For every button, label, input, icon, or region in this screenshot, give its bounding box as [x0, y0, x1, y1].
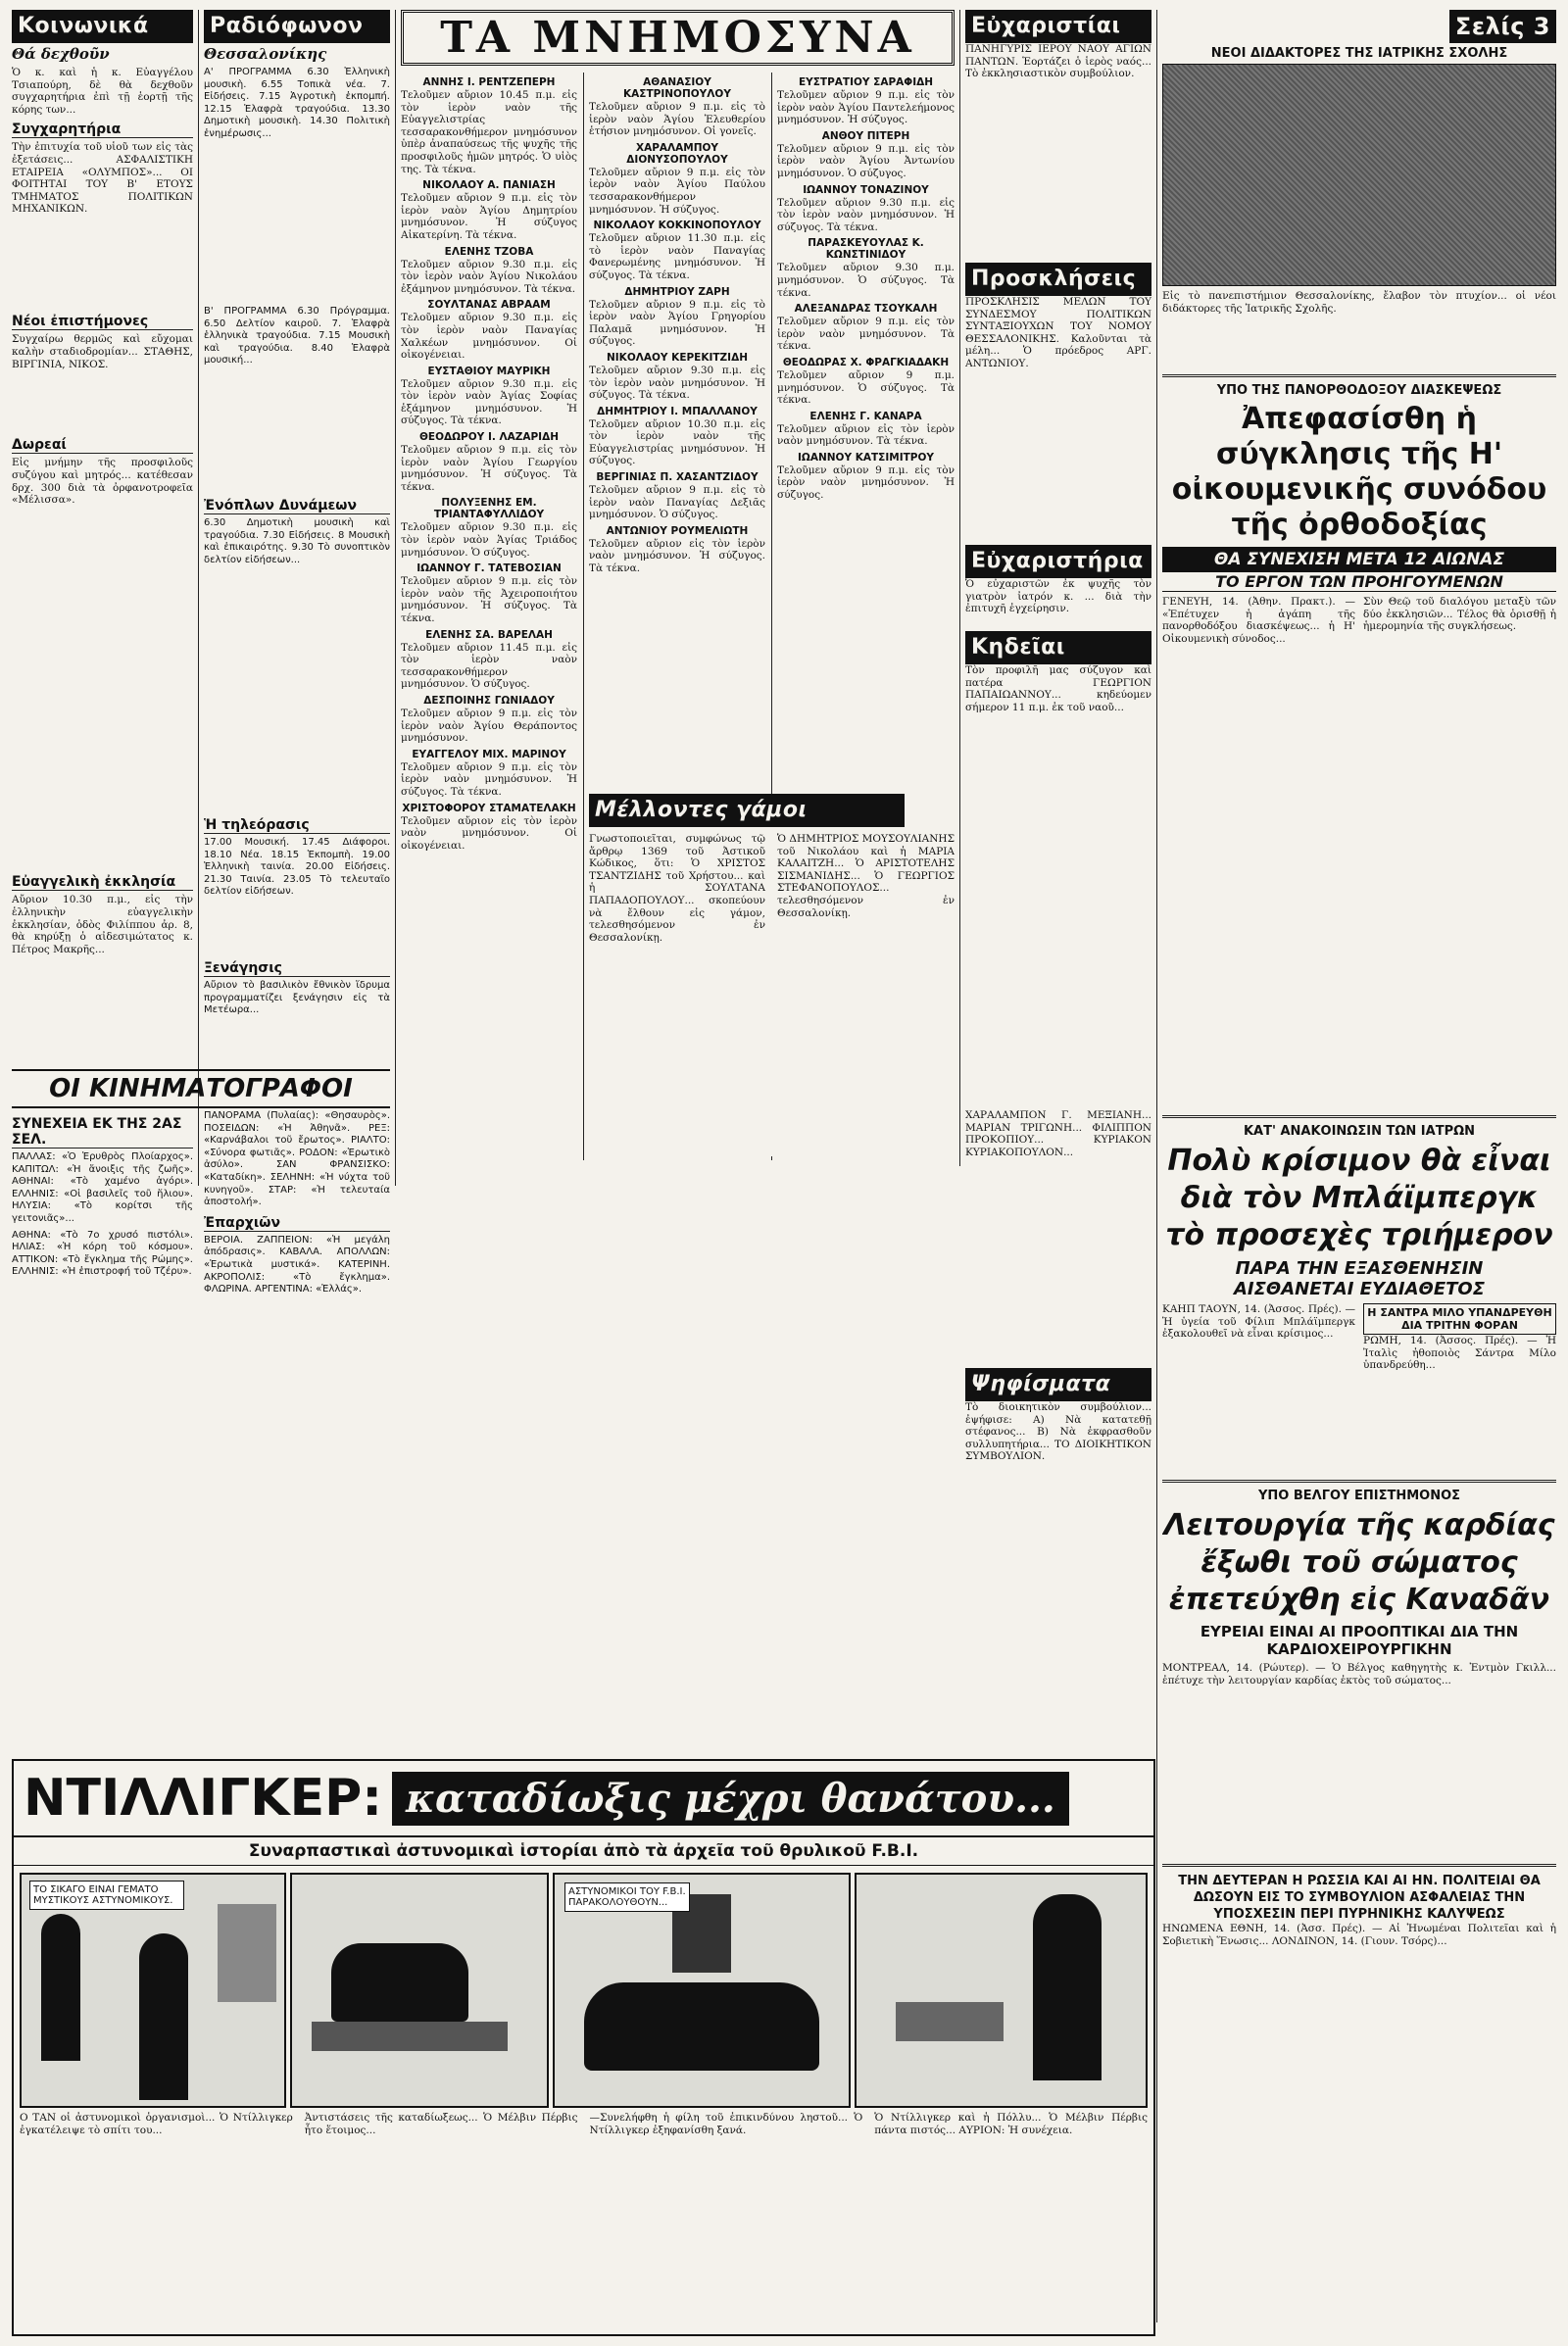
memorial-text: Τελοῦμεν αὔριον 9 π.μ. εἰς τὸν ἱερὸν ναὸν Ἁγίου Παύλου τεσσαρακονθήμερον μνημόσυνον. Ἡ σύζυγος. — [589, 166, 765, 216]
heart-text: ΜΟΝΤΡΕΑΛ, 14. (Ρώυτερ). — Ὁ Βέλγος καθηγητὴς κ. Ἐντμὸν Γκιλλ... ἐπέτυχε τὴν λειτουργίαν καρδίας ἐκτὸς τοῦ σώματος... — [1162, 1662, 1556, 1686]
memorial-text: Τελοῦμεν αὔριον 9 π.μ. εἰς τὸν ἱερὸν ναὸν Ἁγίου Ἀντωνίου μνημόσυνον. Ὁ σύζυγος. — [777, 142, 955, 179]
memorial-text: Τελοῦμεν αὔριον 9.30 π.μ. εἰς τὸν ἱερὸν ναὸν μνημόσυνον. Ἡ σύζυγος. Τὰ τέκνα. — [777, 196, 955, 233]
synod-text-2: Σὺν Θεῷ τοῦ διαλόγου μεταξὺ τῶν δύο ἐκκλησιῶν... Τέλος θὰ ὁρισθῇ ἡ ἡμερομηνία τῆς συγκλήσεως. — [1363, 596, 1556, 633]
invitations-heading: Προσκλήσεις — [965, 263, 1152, 296]
comic-title-2: καταδίωξις μέχρι θανάτου... — [392, 1772, 1069, 1826]
memorial-text: Τελοῦμεν αὔριον 9 π.μ. εἰς τὸν ἱερὸν ναὸν τῆς Ἀχειροποιήτου μνημόσυνον. Ἡ σύζυγος. Τὰ τέκνα. — [401, 575, 577, 624]
synod-subheadline-2: ΤΟ ΕΡΓΟΝ ΤΩΝ ΠΡΟΗΓΟΥΜΕΝΩΝ — [1162, 572, 1556, 592]
memorial-text: Τελοῦμεν αὔριον εἰς τὸν ἱερὸν ναὸν μνημόσυνον. Οἱ οἰκογένειαι. — [401, 814, 577, 852]
society-subheading: Θά δεχθοῦν — [12, 45, 110, 63]
radio-program-b: Β' ΠΡΟΓΡΑΜΜΑ 6.30 Πρόγραμμα. 6.50 Δελτίον καιροῦ. 7. Ἐλαφρὰ ἑλληνικὰ τραγούδια. 7.15 Μουσικὴ καὶ τραγούδια. 8.40 Ἐλαφρὰ μουσική... — [204, 306, 390, 367]
cinema-provinces-heading: Ἐπαρχιῶν — [204, 1215, 390, 1232]
memorial-name: ΑΝΘΟΥ ΠΙΤΕΡΗ — [821, 129, 910, 142]
memorial-name: ΝΙΚΟΛΑΟΥ ΚΟΚΚΙΝΟΠΟΥΛΟΥ — [593, 220, 761, 232]
thanks-heading: Εὐχαριστίαι — [965, 10, 1152, 43]
cinema-listings-2: ΠΑΝΟΡΑΜΑ (Πυλαίας): «Θησαυρὸς». ΠΟΣΕΙΔΩΝ: «Ἡ Ἀθηνᾶ». ΡΕΞ: «Καρνάβαλοι τοῦ ἔρωτος». ΡΙΑΛΤΟ: «Σύνορα φωτιᾶς». ΡΟΔΟΝ: «Ἐρωτικὸ ἀσύλο». ΣΑΝ ΦΡΑΝΣΙΣΚΟ: «Καταδίκη». ΣΕΛΗΝΗ: «Ἡ νύχτα τοῦ κυνηγοῦ». ΣΤΑΡ: «Ἡ τελευταία ἀποστολή». — [204, 1110, 390, 1208]
memorial-name: ΕΥΣΤΑΘΙΟΥ ΜΑΥΡΙΚΗ — [427, 365, 551, 377]
tv-text: 17.00 Μουσική. 17.45 Διάφοροι. 18.10 Νέα. 18.15 Ἐκπομπὴ. 19.00 Ἑλληνικὴ ταινία. 20.00 Εἰδήσεις. 21.30 Ταινία. 23.05 Τὸ τελευταῖο δελτίον εἰδήσεων. — [204, 837, 390, 898]
armed-forces-text: 6.30 Δημοτικὴ μουσικὴ καὶ τραγούδια. 7.30 Εἰδήσεις. 8 Μουσικὴ καὶ ἐπικαιρότης. 9.30 Τὸ συνοπτικὸν δελτίον εἰδήσεων... — [204, 517, 390, 565]
memorial-text: Τελοῦμεν αὔριον 9 π.μ. εἰς τὸ ἱερὸν ναὸν Ἁγίου Ἐλευθερίου ἑτήσιον μνημόσυνον. Οἱ γονεῖς. — [589, 101, 765, 138]
comic-callout-1: ΤΟ ΣΙΚΑΓΟ ΕΙΝΑΙ ΓΕΜΑΤΟ ΜΥΣΤΙΚΟΥΣ ΑΣΤΥΝΟΜΙΚΟΥΣ. — [29, 1881, 184, 1910]
memorial-name: ΕΛΕΝΗΣ ΤΖΟΒΑ — [444, 245, 534, 258]
memorial-text: Τελοῦμεν αὔριον 9 π.μ. μνημόσυνον. Ὁ σύζυγος. Τὰ τέκνα. — [777, 368, 955, 407]
cinema-listings-3: ΑΘΗΝΑ: «Τὸ 7ο χρυσό πιστόλι». ΗΛΙΑΣ: «Ἡ κόρη τοῦ κόσμου». ΑΤΤΙΚΟΝ: «Τὸ ἔγκλημα τῆς Ρώμης». ΕΛΛΗΝΙΣ: «Ἡ ἐπιστροφή τοῦ Τζέρυ». — [12, 1229, 193, 1278]
memorial-text: Τελοῦμεν αὔριον 9.30 π.μ. εἰς τὸν ἱερὸν ναὸν Ἁγίας Τριάδος μνημόσυνον. Ὁ σύζυγος. — [401, 521, 577, 559]
memorial-text: Τελοῦμεν αὔριον 10.30 π.μ. εἰς τὸν ἱερὸν ναὸν τῆς Εὐαγγελιστρίας μνημόσυνον. Ἡ σύζυγος. — [589, 417, 765, 467]
memorial-name: ΑΛΕΞΑΝΔΡΑΣ ΤΣΟΥΚΑΛΗ — [794, 303, 938, 316]
blaiberg-headline: Πολὺ κρίσιμον θὰ εἶναι διὰ τὸν Μπλάϊμπεργκ τὸ προσεχὲς τριήμερον — [1165, 1144, 1553, 1252]
gratitude-text: Ὁ εὐχαριστῶν ἐκ ψυχῆς τὸν γιατρὸν ἰατρόν κ. ... διὰ τὴν ἐπιτυχῆ ἐγχείρησιν. — [965, 578, 1152, 615]
synod-text-1: ΓΕΝΕΥΗ, 14. (Ἀθην. Πρακτ.). — «Ἐπέτυχεν ἡ ἀγάπη τῆς πανορθοδόξου διασκέψεως... ἡ Η' Οἰκουμενικὴ σύνοδος... — [1162, 596, 1355, 645]
cinema-provinces-text: ΒΕΡΟΙΑ. ΖΑΠΠΕΙΟΝ: «Ἡ μεγάλη ἀπόδρασις». ΚΑΒΑΛΑ. ΑΠΟΛΛΩΝ: «Ἐρωτικὰ μυστικά». ΚΑΤΕΡΙΝΗ. ΑΚΡΟΠΟΛΙΣ: «Τὸ ἔγκλημα». ΦΛΩΡΙΝΑ. ΑΡΓΕΝΤΙΝΑ: «Ἑλλάς». — [204, 1234, 390, 1295]
memorial-name: ΘΕΟΔΩΡΑΣ Χ. ΦΡΑΓΚΙΑΔΑΚΗ — [782, 356, 950, 368]
comic-text-4: Ὁ Ντίλλιγκερ καὶ ἡ Πόλλυ... Ὁ Μέλβιν Πέρβις πάντα πιστός... ΑΥΡΙΟΝ: Ἡ συνέχεια. — [874, 2112, 1148, 2136]
medical-graduates-photo — [1162, 64, 1556, 286]
comic-panel-3 — [553, 1873, 851, 2108]
memorials-title: ΤΑ ΜΝΗΜΟΣΥΝΑ — [401, 10, 955, 66]
blaiberg-kicker: ΚΑΤ' ΑΝΑΚΟΙΝΩΣΙΝ ΤΩΝ ΙΑΤΡΩΝ — [1243, 1124, 1476, 1139]
comic-strip — [12, 1759, 1155, 2336]
radio-program-a: Α' ΠΡΟΓΡΑΜΜΑ 6.30 Ἑλληνικὴ μουσικὴ. 6.55 Τοπικὰ νέα. 7. Εἰδήσεις. 7.15 Ἀγροτικὴ ἐκπομπή. 12.15 Ἐλαφρὰ τραγούδια. 13.30 Δημοτικὴ μουσικὴ. 14.30 Πολιτικὴ ἐνημέρωσις... — [204, 67, 390, 139]
comic-subtitle: Συναρπαστικαὶ ἀστυνομικαὶ ἱστορίαι ἀπὸ τὰ ἀρχεῖα τοῦ θρυλικοῦ F.B.I. — [14, 1837, 1153, 1866]
memorial-name: ΣΟΥΛΤΑΝΑΣ ΑΒΡΑΑΜ — [427, 299, 551, 312]
weddings-heading: Μέλλοντες γάμοι — [589, 794, 905, 827]
memorial-name: ΙΩΑΝΝΟΥ Γ. ΤΑΤΕΒΟΣΙΑΝ — [416, 562, 562, 575]
resolutions-text: Τὸ διοικητικὸν συμβούλιον... ἐψήφισε: Α) Νὰ κατατεθῇ στέφανος... Β) Νὰ ἐκφρασθοῦν συλλυπητήρια... ΤΟ ΔΙΟΙΚΗΤΙΚΟΝ ΣΥΜΒΟΥΛΙΟΝ. — [965, 1401, 1152, 1463]
cinema-continued-heading: ΣΥΝΕΧΕΙΑ ΕΚ ΤΗΣ 2ΑΣ ΣΕΛ. — [12, 1116, 193, 1149]
donations-text: Εἰς μνήμην τῆς προσφιλοῦς συζύγου καὶ μητρός... κατέθεσαν δρχ. 300 διὰ τὰ ὀρφανοτροφεῖα «Μέλισσα». — [12, 457, 193, 507]
memorial-name: ΒΕΡΓΙΝΙΑΣ Π. ΧΑΣΑΝΤΖΙΔΟΥ — [596, 471, 759, 484]
memorial-text: Τελοῦμεν αὔριον 9.30 π.μ. εἰς τὸν ἱερὸν ναὸν Ἁγίας Σοφίας ἑξάμηνον μνημόσυνον. Ἡ σύζυγος. Τὰ τέκνα. — [401, 377, 577, 427]
memorial-name: ΑΝΤΩΝΙΟΥ ΡΟΥΜΕΛΙΩΤΗ — [606, 524, 749, 537]
funerals-heading: Κηδεῖαι — [965, 631, 1152, 664]
column-rule — [959, 10, 960, 1166]
left-column — [12, 10, 193, 1186]
heart-headline: Λειτουργία τῆς καρδίας ἔξωθι τοῦ σώματος ἐπετεύχθη εἰς Καναδᾶν — [1163, 1508, 1555, 1617]
memorial-name: ΙΩΑΝΝΟΥ ΚΑΤΣΙΜΙΤΡΟΥ — [798, 451, 934, 464]
heart-subheadline: ΕΥΡΕΙΑΙ ΕΙΝΑΙ ΑΙ ΠΡΟΟΠΤΙΚΑΙ ΔΙΑ ΤΗΝ ΚΑΡΔΙΟΧΕΙΡΟΥΡΓΙΚΗΝ — [1200, 1623, 1519, 1658]
weddings-text-1: Γνωστοποιεῖται, συμφώνως τῷ ἄρθρῳ 1369 τοῦ Ἀστικοῦ Κώδικος, ὅτι: Ὁ ΧΡΙΣΤΟΣ ΤΣΑΝΤΖΙΔΗΣ τοῦ Χρήστου... καὶ ἡ ΣΟΥΛΤΑΝΑ ΠΑΠΑΔΟΠΟΥΛΟΥ... σκοπεύουν νὰ ἔλθουν εἰς γάμον, τελεσθησόμενον ἐν Θεσσαλονίκῃ. — [589, 833, 765, 944]
memorial-name: ΕΛΕΝΗΣ ΣΑ. ΒΑΡΕΛΑΗ — [425, 628, 553, 641]
blaiberg-subheadline-2: ΑΙΣΘΑΝΕΤΑΙ ΕΥΔΙΑΘΕΤΟΣ — [1233, 1279, 1486, 1299]
guided-tour-text: Αὔριον τὸ βασιλικὸν ἔθνικὸν ἵδρυμα προγραμματίζει ξενάγησιν εἰς τὰ Μετέωρα... — [204, 980, 390, 1016]
heart-kicker: ΥΠΟ ΒΕΛΓΟΥ ΕΠΙΣΤΗΜΟΝΟΣ — [1257, 1489, 1461, 1503]
comic-text-3: —Συνελήφθη ἡ φίλη τοῦ ἐπικινδύνου ληστοῦ... Ὁ Ντίλλιγκερ ἐξηφανίσθη ξανά. — [589, 2112, 863, 2136]
memorial-name: ΕΥΑΓΓΕΛΟΥ ΜΙΧ. ΜΑΡΙΝΟΥ — [412, 748, 566, 760]
memorial-text: Τελοῦμεν αὔριον 9.30 π.μ. μνημόσυνον. Ὁ σύζυγος. Τὰ τέκνα. — [777, 262, 955, 299]
memorial-text: Τελοῦμεν αὔριον 11.45 π.μ. εἰς τὸν ἱερὸν ναὸν τεσσαρακονθήμερον μνημόσυνον. Ὁ σύζυγος. — [401, 641, 577, 691]
congrats-heading: Συγχαρητήρια — [12, 122, 193, 138]
russia-headline: ΤΗΝ ΔΕΥΤΕΡΑΝ Η ΡΩΣΣΙΑ ΚΑΙ ΑΙ ΗΝ. ΠΟΛΙΤΕΙΑΙ ΘΑ ΔΩΣΟΥΝ ΕΙΣ ΤΟ ΣΥΜΒΟΥΛΙΟΝ ΑΣΦΑΛΕΙΑΣ ΤΗΝ ΥΠΟΣΧΕΣΙΝ ΠΕΡΙ ΠΥΡΗΝΙΚΗΣ ΚΑΛΥΨΕΩΣ — [1178, 1874, 1541, 1922]
memorial-name: ΕΛΕΝΗΣ Γ. ΚΑΝΑΡΑ — [809, 410, 922, 422]
column-rule — [395, 10, 396, 1186]
milo-text: ΡΩΜΗ, 14. (Ἀσσος. Πρές). — Ἡ Ἰταλὶς ἠθοποιὸς Σάντρα Μίλο ὑπανδρεύθη... — [1363, 1335, 1556, 1372]
church-text: Αὔριον 10.30 π.μ., εἰς τὴν ἑλληνικὴν εὐαγγελικὴν ἐκκλησίαν, ὁδὸς Φιλίππου ἀρ. 8, θὰ κηρύξῃ ὁ αἰδεσιμώτατος κ. Πέτρος Μακρῆς... — [12, 894, 193, 955]
memorial-name: ΔΗΜΗΤΡΙΟΥ Ι. ΜΠΑΛΛΑΝΟΥ — [597, 405, 758, 417]
thanks-text: ΠΑΝΗΓΥΡΙΣ ΙΕΡΟΥ ΝΑΟΥ ΑΓΙΩΝ ΠΑΝΤΩΝ. Ἑορτάζει ὁ ἱερὸς ναός... Τὸ ἐκκλησιαστικὸν συμβούλιον. — [965, 43, 1152, 80]
column-rule — [198, 10, 199, 1186]
society-text: Ὁ κ. καὶ ἡ κ. Εὐαγγέλου Τσιαπούρη, δὲ θὰ δεχθοῦν συγχαρητήρια ἐπὶ τῇ ἑορτῇ τῆς κόρης των... — [12, 67, 193, 116]
cinema-section — [12, 1063, 390, 1700]
memorial-name: ΙΩΑΝΝΟΥ ΤΟΝΑΖΙΝΟΥ — [803, 183, 929, 196]
synod-kicker: ΥΠΟ ΤΗΣ ΠΑΝΟΡΘΟΔΟΞΟΥ ΔΙΑΣΚΕΨΕΩΣ — [1216, 383, 1502, 398]
medical-graduates-heading: ΝΕΟΙ ΔΙΔΑΚΤΟΡΕΣ ΤΗΣ ΙΑΤΡΙΚΗΣ ΣΧΟΛΗΣ — [1210, 46, 1508, 61]
radio-subheading: Θεσσαλονίκης — [204, 45, 327, 63]
memorial-text: Τελοῦμεν αὔριον εἰς τὸν ἱερὸν ναὸν μνημόσυνον. Τὰ τέκνα. — [777, 422, 955, 448]
medical-graduates-caption: Εἰς τὸ πανεπιστήμιον Θεσσαλονίκης, ἔλαβον τὸν πτυχίον... οἱ νέοι διδάκτορες τῆς Ἰατρικῆς Σχολῆς. — [1162, 290, 1556, 315]
comic-callout-2: ΑΣΤΥΝΟΜΙΚΟΙ ΤΟΥ F.B.I. ΠΑΡΑΚΟΛΟΥΘΟΥΝ... — [564, 1882, 690, 1912]
memorial-name: ΕΥΣΤΡΑΤΙΟΥ ΣΑΡΑΦΙΔΗ — [798, 76, 934, 88]
newspaper-page — [12, 10, 1556, 2336]
resolutions-heading: Ψηφίσματα — [965, 1368, 1152, 1401]
memorial-text: Τελοῦμεν αὔριον 9 π.μ. εἰς τὸ ἱερὸν ναὸν Ἁγίου Γρηγορίου Παλαμᾶ μνημόσυνον. Ἡ σύζυγος. — [589, 298, 765, 348]
comic-text-1: Ο ΤΑΝ οἱ ἀστυνομικοὶ ὁργανισμοὶ... Ὁ Ντίλλιγκερ ἐγκατέλειψε τὸ σπίτι του... — [20, 2112, 293, 2136]
milo-headline: Η ΣΑΝΤΡΑ ΜΙΛΟ ΥΠΑΝΔΡΕΥΘΗ ΔΙΑ ΤΡΙΤΗΝ ΦΟΡΑΝ — [1363, 1303, 1556, 1335]
cinema-listings-1: ΠΑΛΛΑΣ: «Ὁ Ἐρυθρὸς Πλοίαρχος». ΚΑΠΙΤΩΛ: «Ἡ ἄνοιξις τῆς ζωῆς». ΑΘΗΝΑΙ: «Τὸ χαμένο ἀγόρι». ΕΛΛΗΝΙΣ: «Οἱ βασιλεῖς τοῦ ἥλιου». ΗΛΥΣΙΑ: «Τὸ κορίτσι τῆς γειτονιᾶς»... — [12, 1151, 193, 1224]
blaiberg-text: ΚΑΗΠ ΤΑΟΥΝ, 14. (Ἀσσος. Πρές). — Ἡ ὑγεία τοῦ Φίλιπ Μπλάϊμπεργκ ἐξακολουθεῖ νὰ εἶναι κρίσιμος... — [1162, 1303, 1355, 1341]
invitations-text: ΠΡΟΣΚΛΗΣΙΣ ΜΕΛΩΝ ΤΟΥ ΣΥΝΔΕΣΜΟΥ ΠΟΛΙΤΙΚΩΝ ΣΥΝΤΑΞΙΟΥΧΩΝ ΤΟΥ ΝΟΜΟΥ ΘΕΣΣΑΛΟΝΙΚΗΣ. Καλοῦνται τὰ μέλη... Ὁ πρόεδρος ΑΡΓ. ΑΝΤΩΝΙΟΥ. — [965, 296, 1152, 369]
memorial-name: ΑΝΝΗΣ Ι. ΡΕΝΤΖΕΠΕΡΗ — [422, 76, 556, 88]
memorials-column-1 — [401, 73, 577, 1166]
memorial-text: Τελοῦμεν αὔριον 9 π.μ. εἰς τὸν ἱερὸν ναὸν Ἁγίου Θεράποντος μνημόσυνον. — [401, 707, 577, 745]
radio-heading: Ραδιόφωνον — [204, 10, 390, 43]
congrats-text: Τὴν ἐπιτυχία τοῦ υἱοῦ των εἰς τὰς ἐξετάσεις... ΑΣΦΑΛΙΣΤΙΚΗ ΕΤΑΙΡΕΙΑ «ΟΛΥΜΠΟΣ»... ΟΙ ΦΟΙΤΗΤΑΙ ΤΟΥ Β' ΕΤΟΥΣ ΤΜΗΜΑΤΟΣ ΠΟΛΙΤΙΚΩΝ ΜΗΧΑΝΙΚΩΝ. — [12, 141, 193, 216]
society-heading: Κοινωνικά — [12, 10, 193, 43]
gratitude-heading: Εὐχαριστήρια — [965, 545, 1152, 578]
memorial-text: Τελοῦμεν αὔριον 9.30 π.μ. εἰς τὸν ἱερὸν ναὸν μνημόσυνον. Ἡ σύζυγος. Τὰ τέκνα. — [589, 364, 765, 402]
radio-column — [204, 10, 390, 1039]
memorial-name: ΧΑΡΑΛΑΜΠΟΥ ΔΙΟΝΥΣΟΠΟΥΛΟΥ — [626, 141, 728, 166]
page-number-label: Σελίς 3 — [1449, 10, 1556, 43]
memorial-text: Τελοῦμεν αὔριον 10.45 π.μ. εἰς τὸν ἱερὸν ναὸν τῆς Εὐαγγελιστρίας τεσσαρακονθήμερον μνημόσυνον ὑπὲρ ἀναπαύσεως τῆς ψυχῆς τῆς προσφιλοῦς ἡμῶν μητρός. Ὁ υἱὸς της. Τὰ τέκνα. — [401, 89, 577, 175]
column-rule — [583, 73, 584, 1160]
scientists-text: Συγχαίρω θερμῶς καὶ εὔχομαι καλὴν σταδιοδρομίαν... ΣΤΑΘΗΣ, ΒΙΡΓΙΝΙΑ, ΝΙΚΟΣ. — [12, 333, 193, 370]
funerals-text-2: ΧΑΡΑΛΑΜΠΟΝ Γ. ΜΕΞΙΑΝΗ... ΜΑΡΙΑΝ ΤΡΙΓΩΝΗ... ΦΙΛΙΠΠΟΝ ΠΡΟΚΟΠΙΟΥ... ΚΥΡΙΑΚΟΝ ΚΥΡΙΑΚΟΠΟΥΛΟΝ... — [965, 1109, 1152, 1158]
weddings-section — [589, 794, 955, 1156]
memorial-name: ΝΙΚΟΛΑΟΥ ΚΕΡΕΚΙΤΖΙΔΗ — [606, 351, 748, 364]
memorial-name: ΑΘΑΝΑΣΙΟΥ ΚΑΣΤΡΙΝΟΠΟΥΛΟΥ — [623, 76, 731, 100]
memorial-name: ΧΡΙΣΤΟΦΟΡΟΥ ΣΤΑΜΑΤΕΛΑΚΗ — [402, 802, 576, 814]
scientists-heading: Νέοι ἐπιστήμονες — [12, 314, 193, 330]
synod-subheadline: ΘΑ ΣΥΝΕΧΙΣΗ ΜΕΤΑ 12 ΑΙΩΝΑΣ — [1162, 547, 1556, 572]
cinema-title: ΟΙ ΚΙΝΗΜΑΤΟΓΡΑΦΟΙ — [12, 1069, 390, 1108]
comic-text-2: Ἀντιστάσεις τῆς καταδίωξεως... Ὁ Μέλβιν Πέρβις ἦτο ἕτοιμος... — [304, 2112, 578, 2136]
guided-tour-heading: Ξενάγησις — [204, 960, 390, 977]
synod-headline: Ἀπεφασίσθη ἡ σύγκλησις τῆς Η' οἰκουμενικῆς συνόδου τῆς ὀρθοδοξίας — [1171, 402, 1547, 542]
memorial-name: ΠΟΛΥΞΕΝΗΣ ΕΜ. ΤΡΙΑΝΤΑΦΥΛΛΙΔΟΥ — [433, 497, 545, 521]
memorial-text: Τελοῦμεν αὔριον 9 π.μ. εἰς τὸ ἱερὸν ναὸν Παναγίας Δεξιᾶς μνημόσυνον. Ὁ σύζυγος. — [589, 484, 765, 521]
memorial-text: Τελοῦμεν αὔριον 9 π.μ. εἰς τὸν ἱερὸν ναὸν Ἁγίου Γεωργίου μνημόσυνον. Ἡ σύζυγος. Τὰ τέκνα. — [401, 444, 577, 493]
memorial-text: Τελοῦμεν αὔριον 9.30 π.μ. εἰς τὸν ἱερὸν ναὸν Ἁγίου Νικολάου ἐξάμηνον μνημόσυνον. Τὰ τέκνα. — [401, 258, 577, 295]
comic-panel-4 — [855, 1873, 1148, 2108]
armed-forces-heading: Ἐνόπλων Δυνάμεων — [204, 498, 390, 514]
comic-panel-1 — [20, 1873, 286, 2108]
donations-heading: Δωρεαί — [12, 437, 193, 454]
memorial-name: ΠΑΡΑΣΚΕΥΟΥΛΑΣ Κ. ΚΩΝΣΤΙΝΙΔΟΥ — [808, 237, 924, 262]
blaiberg-subheadline: ΠΑΡΑ ΤΗΝ ΕΞΑΣΘΕΝΗΣΙΝ — [1235, 1258, 1484, 1279]
memorial-text: Τελοῦμεν αὔριον 9 π.μ. εἰς τὸν ἱερὸν ναὸν μνημόσυνον. Τὰ τέκνα. — [777, 316, 955, 353]
memorial-name: ΝΙΚΟΛΑΟΥ Α. ΠΑΝΙΑΣΗ — [422, 179, 556, 192]
weddings-text-2: Ὁ ΔΗΜΗΤΡΙΟΣ ΜΟΥΣΟΥΛΙΑΝΗΣ τοῦ Νικολάου καὶ ἡ ΜΑΡΙΑ ΚΑΛΑΙΤΖΗ... Ὁ ΑΡΙΣΤΟΤΕΛΗΣ ΣΙΣΜΑΝΙΔΗΣ... Ὁ ΓΕΩΡΓΙΟΣ ΣΤΕΦΑΝΟΠΟΥΛΟΣ... τελεσθησόμενον ἐν Θεσσαλονίκῃ. — [777, 833, 955, 919]
memorial-name: ΔΗΜΗΤΡΙΟΥ ΖΑΡΗ — [624, 285, 730, 298]
comic-title: ΝΤΙΛΛΙΓΚΕΡ: — [24, 1769, 383, 1828]
tv-heading: Ἡ τηλεόρασις — [204, 817, 390, 834]
memorial-name: ΔΕΣΠΟΙΝΗΣ ΓΩΝΙΑΔΟΥ — [423, 694, 555, 707]
russia-text: ΗΝΩΜΕΝΑ ΕΘΝΗ, 14. (Ἀσσ. Πρές). — Αἱ Ἡνωμέναι Πολιτεῖαι καὶ ἡ Σοβιετικὴ Ἕνωσις... ΛΟΝΔΙΝΟΝ, 14. (Γιουν. Τσόρς)... — [1162, 1923, 1556, 1947]
memorial-text: Τελοῦμεν αὔριον 9 π.μ. εἰς τὸν ἱερὸν ναὸν Ἁγίου Παντελεήμονος μνημόσυνον. Ἡ σύζυγος. — [777, 89, 955, 126]
memorial-text: Τελοῦμεν αὔριον 9 π.μ. εἰς τὸν ἱερὸν ναὸν μνημόσυνον. Ἡ σύζυγος. Τὰ τέκνα. — [401, 760, 577, 798]
memorial-text: Τελοῦμεν αὔριον 9 π.μ. εἰς τὸν ἱερὸν ναὸν μνημόσυνον. Ἡ σύζυγος. — [777, 464, 955, 502]
memorial-text: Τελοῦμεν αὔριον 9 π.μ. εἰς τὸν ἱερὸν ναὸν Ἁγίου Δημητρίου μνημόσυνον. Ἡ σύζυγος Αἰκατερίνη. Τὰ τέκνα. — [401, 192, 577, 241]
memorial-text: Τελοῦμεν αὔριον 9.30 π.μ. εἰς τὸν ἱερὸν ναὸν Παναγίας Χαλκέων μνημόσυνον. Οἱ οἰκογένειαι. — [401, 312, 577, 362]
comic-panel-2 — [290, 1873, 549, 2108]
right-column — [1162, 10, 1556, 2332]
memorial-name: ΘΕΟΔΩΡΟΥ Ι. ΛΑΖΑΡΙΔΗ — [418, 431, 560, 444]
church-heading: Εὐαγγελικὴ ἐκκλησία — [12, 874, 193, 891]
notices-column — [965, 10, 1152, 1637]
column-rule — [1156, 10, 1157, 2322]
funerals-text: Τὸν προφιλῆ μας σύζυγον καὶ πατέρα ΓΕΩΡΓΙΟΝ ΠΑΠΑΙΩΑΝΝΟΥ... κηδεύομεν σήμερον 11 π.μ. ἐκ τοῦ ναοῦ... — [965, 664, 1152, 713]
memorial-text: Τελοῦμεν αὔριον εἰς τὸν ἱερὸν ναὸν μνημόσυνον. Ἡ σύζυγος. Τὰ τέκνα. — [589, 537, 765, 575]
memorial-text: Τελοῦμεν αὔριον 11.30 π.μ. εἰς τὸ ἱερὸν ναὸν Παναγίας Φανερωμένης μνημόσυνον. Ἡ σύζυγος. Τὰ τέκνα. — [589, 232, 765, 281]
